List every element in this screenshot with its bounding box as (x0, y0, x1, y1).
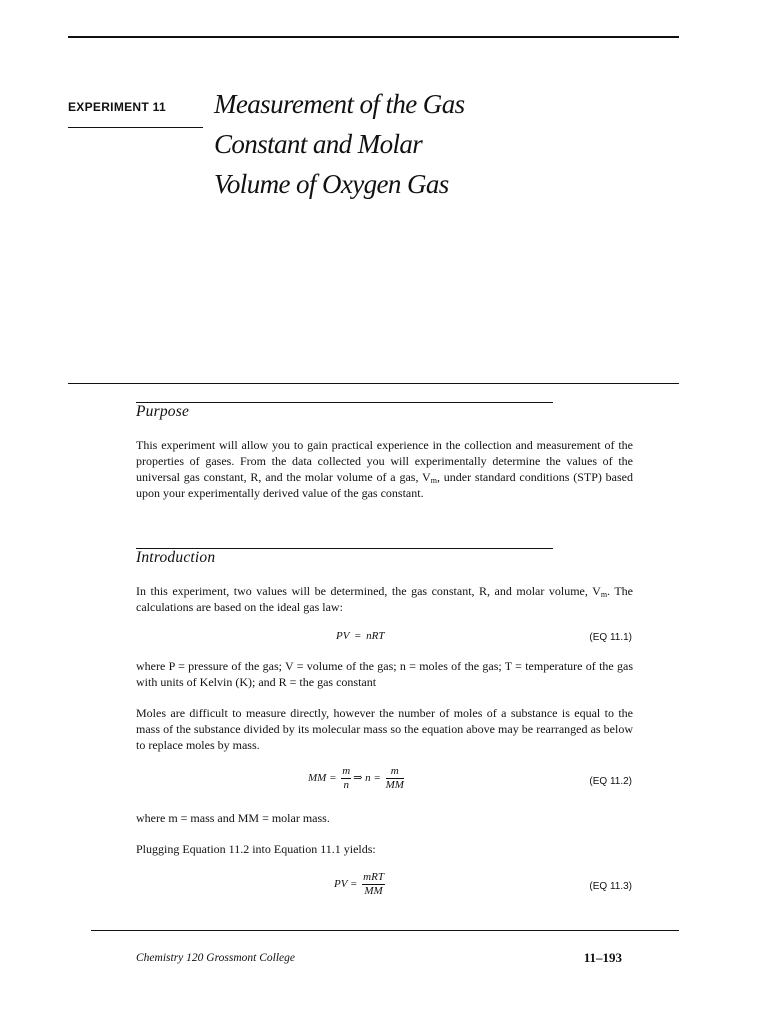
intro-vm-subscript: m (600, 590, 608, 599)
eq3-lhs: PV = (334, 878, 358, 891)
equation-11-1-number: (EQ 11.1) (589, 632, 632, 643)
footer-rule (91, 930, 679, 931)
eq3-frac-numerator: mRT (363, 871, 384, 883)
purpose-heading-rule (136, 402, 553, 403)
intro-paragraph-3: Moles are difficult to measure directly, however the number of moles of a substance is equal to the mass of the substance divided by its molecular mass so the equation above may be rearranged as below to replace moles by mass. (136, 706, 633, 752)
intro-paragraph-5: Plugging Equation 11.2 into Equation 11.1 yields: (136, 842, 376, 856)
equation-11-3-number: (EQ 11.3) (589, 881, 632, 892)
experiment-label-underline (68, 127, 203, 128)
top-rule (68, 36, 679, 38)
equation-11-2-number: (EQ 11.2) (589, 776, 632, 787)
eq3-fraction (362, 872, 385, 897)
eq2-frac1-denominator: n (343, 779, 349, 791)
intro-paragraph-1 (136, 583, 633, 615)
section-divider (68, 383, 679, 384)
purpose-heading: Purpose (136, 403, 190, 420)
purpose-paragraph (136, 437, 633, 501)
page-title (214, 84, 614, 204)
equation-11-2 (308, 766, 406, 791)
page-number: 11–193 (583, 950, 622, 965)
experiment-label: EXPERIMENT 11 (68, 100, 166, 114)
title-line-3: Volume of Oxygen Gas (214, 169, 449, 199)
footer-course: Chemistry 120 Grossmont College (136, 952, 295, 964)
introduction-heading: Introduction (136, 549, 216, 566)
equation-11-3 (334, 872, 387, 897)
title-line-2: Constant and Molar (214, 129, 423, 159)
eq2-lhs: MM = (308, 772, 337, 785)
vm-subscript: m (430, 476, 437, 485)
eq2-fraction-2 (386, 766, 404, 791)
equation-11-1: PV = nRT (336, 630, 385, 642)
intro-paragraph-2: where P = pressure of the gas; V = volume of the gas; n = moles of the gas; T = temperature of the gas with units of Kelvin (K); and R = the gas constant (136, 659, 633, 689)
intro-p1-text-1: In this experiment, two values will be determined, the gas constant, R, and molar volume, V (136, 584, 601, 598)
eq2-mid: n = (365, 772, 381, 785)
eq3-frac-denominator: MM (364, 885, 383, 897)
intro-paragraph-4: where m = mass and MM = molar mass. (136, 811, 330, 825)
title-line-1: Measurement of the Gas (214, 89, 465, 119)
eq2-fraction-1 (341, 766, 351, 791)
implies-arrow: ⇒ (353, 772, 363, 785)
purpose-text-1: This experiment will allow you to gain practical experience in the collection and measurement of the properties of gases. From the data collected you will experimentally determine the values of the universal gas constant, R, and the molar volume of a gas, V (136, 438, 633, 484)
eq2-frac1-numerator: m (342, 765, 351, 777)
intro-p1-text-2: . The calculations are based on the ideal gas law: (136, 584, 633, 614)
eq2-frac2-denominator: MM (385, 779, 404, 791)
purpose-text-2: , under standard conditions (STP) based upon your experimentally derived value of the gas constant. (136, 470, 634, 500)
eq2-frac2-numerator: m (386, 766, 404, 779)
